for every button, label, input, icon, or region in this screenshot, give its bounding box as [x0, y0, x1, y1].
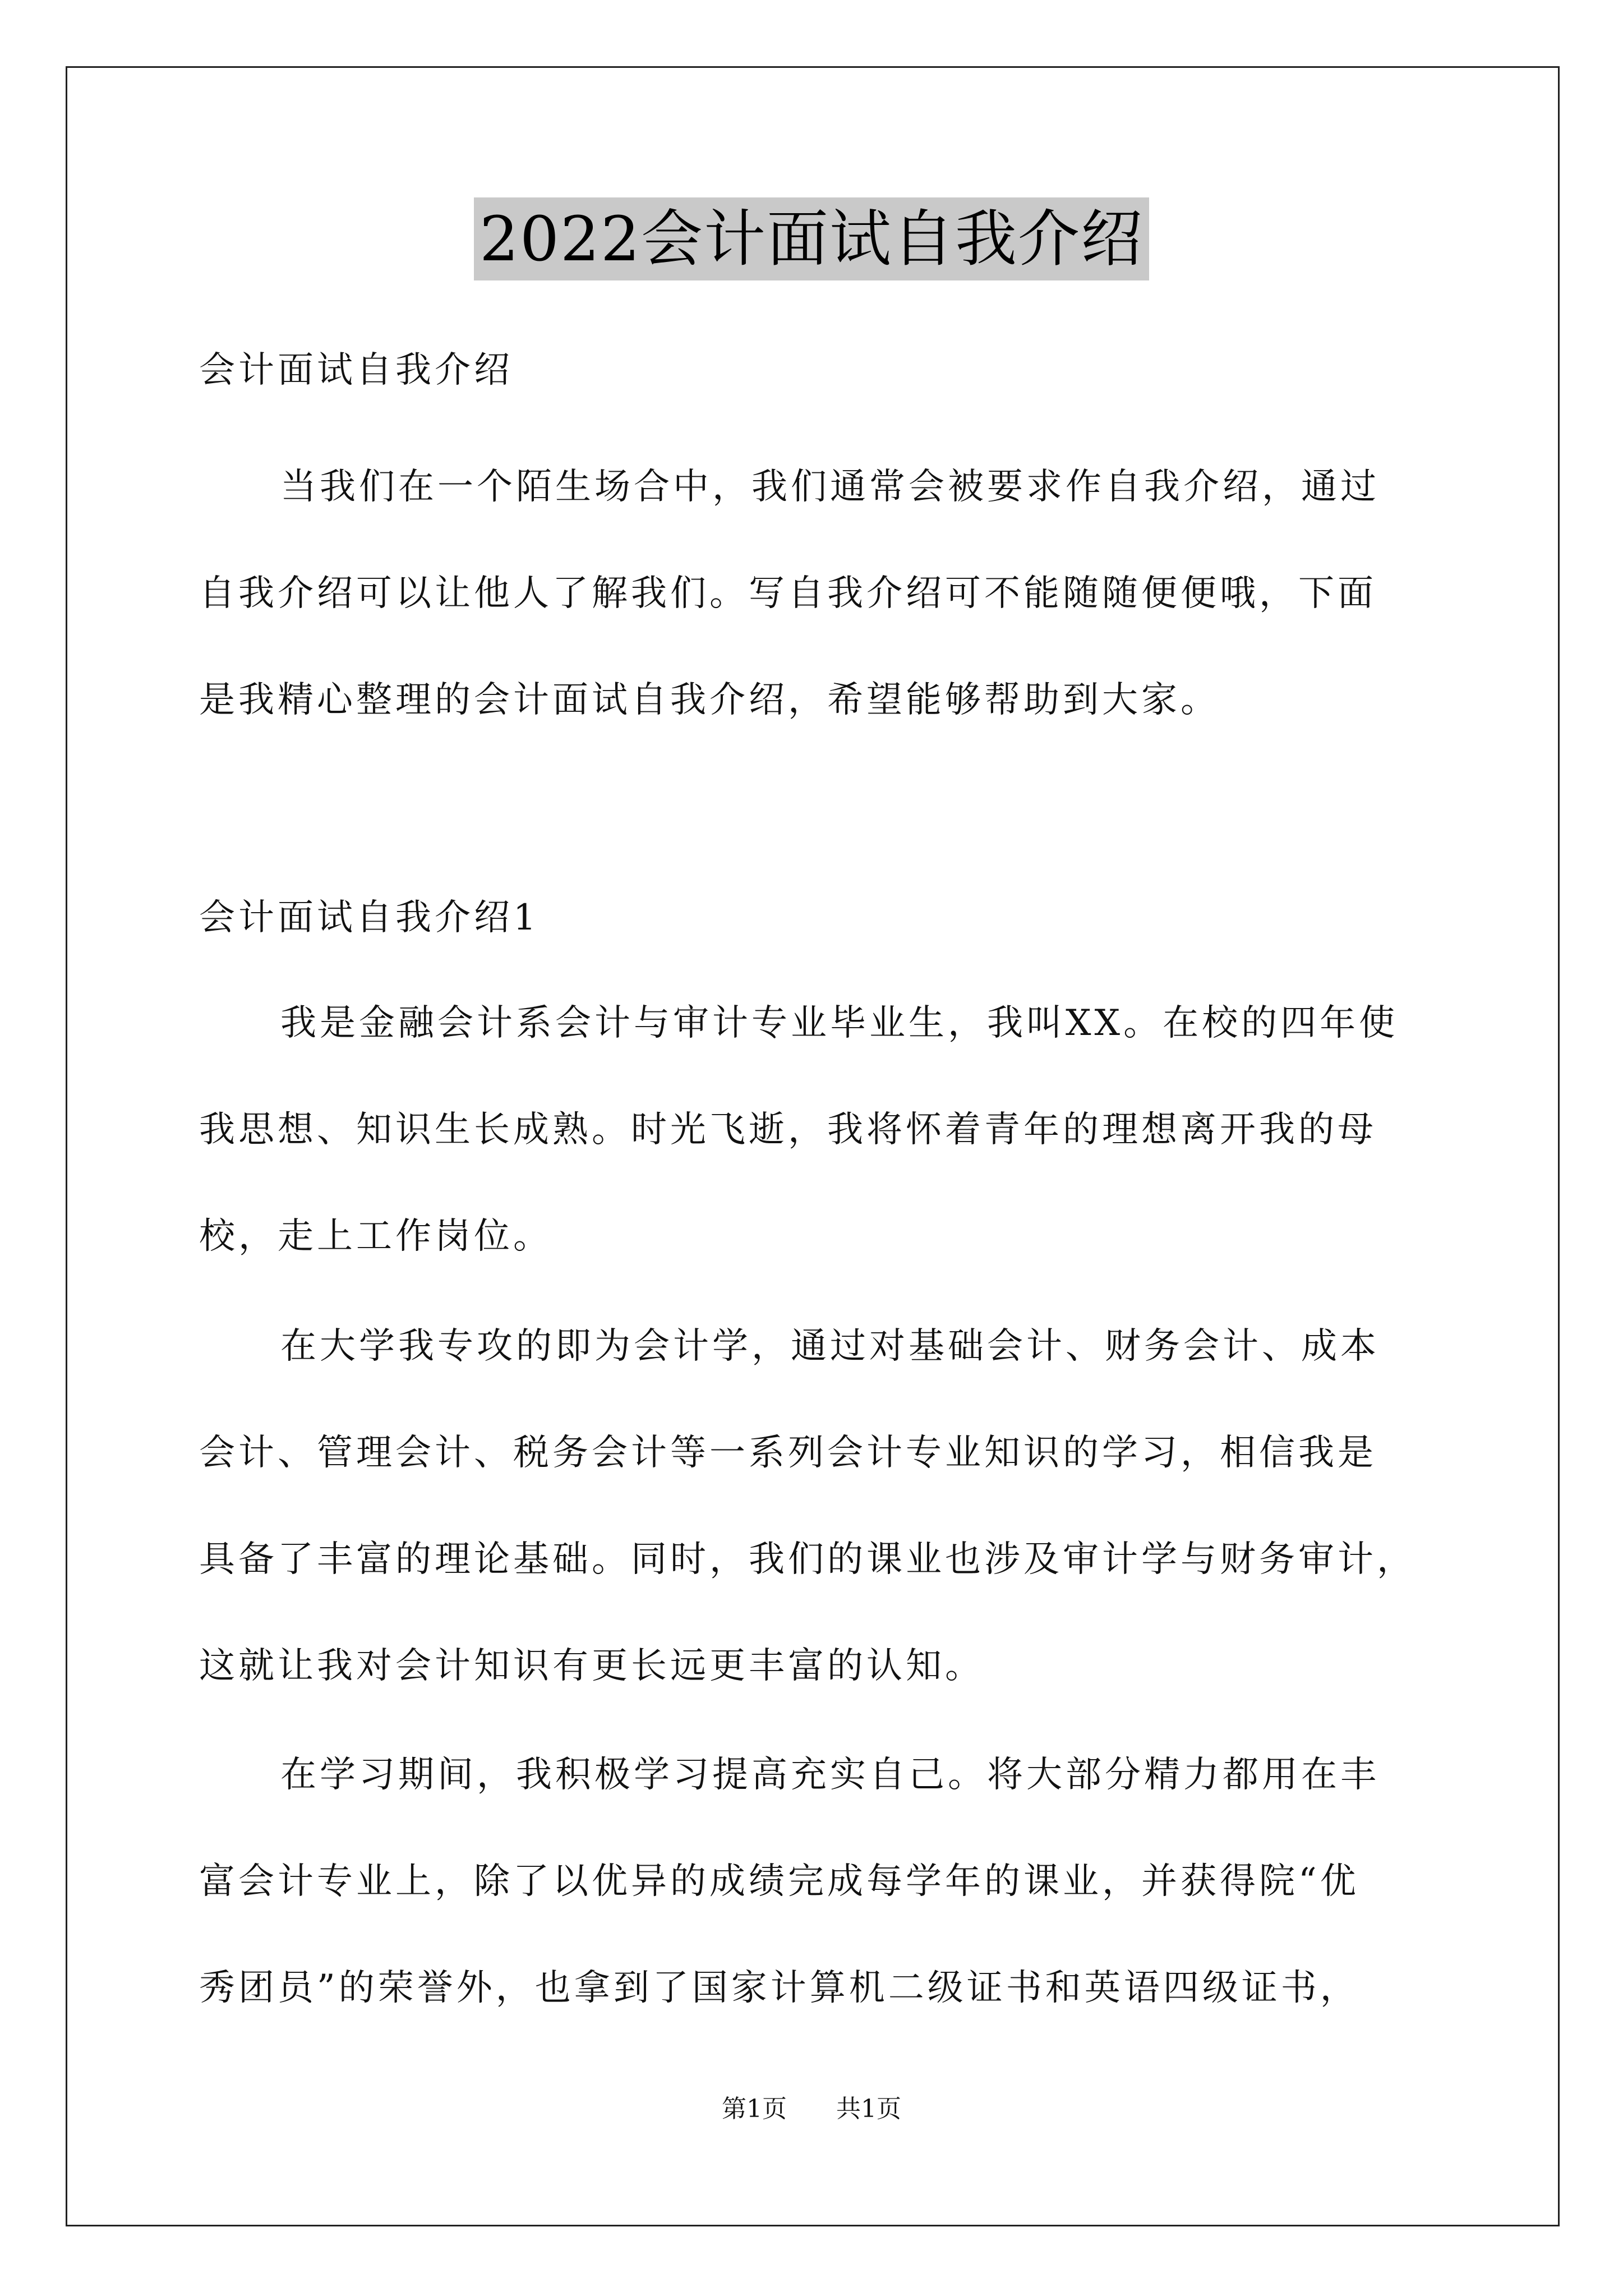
intro-paragraph — [199, 460, 1433, 727]
paragraph-line: 我思想、知识生长成熟。时光飞逝，我将怀着青年的理想离开我的母 — [199, 1109, 1377, 1151]
paragraph-line: 富会计专业上，除了以优异的成绩完成每学年的课业，并获得院“优 — [199, 1861, 1359, 1902]
paragraph-line: 校，走上工作岗位。 — [199, 1216, 552, 1257]
paragraph-line: 我是金融会计系会计与审计专业毕业生，我叫XX。在校的四年使 — [280, 1002, 1399, 1044]
paragraph-1 — [199, 996, 1433, 1263]
document-title: 2022会计面试自我介绍 — [474, 197, 1149, 280]
paragraph-line: 这就让我对会计知识有更长远更丰富的认知。 — [199, 1645, 984, 1687]
paragraph-line: 具备了丰富的理论基础。同时，我们的课业也涉及审计学与财务审计， — [199, 1539, 1416, 1580]
paragraph-line: 秀团员”的荣誉外，也拿到了国家计算机二级证书和英语四级证书， — [199, 1967, 1359, 2009]
paragraph-line: 在大学我专攻的即为会计学，通过对基础会计、财务会计、成本 — [280, 1326, 1380, 1367]
intro-line: 自我介绍可以让他人了解我们。写自我介绍可不能随随便便哦，下面 — [199, 573, 1377, 614]
intro-line: 当我们在一个陌生场合中，我们通常会被要求作自我介绍，通过 — [280, 466, 1380, 508]
document-subtitle: 会计面试自我介绍 — [199, 349, 513, 391]
section-heading: 会计面试自我介绍1 — [199, 897, 540, 938]
intro-line: 是我精心整理的会计面试自我介绍，希望能够帮助到大家。 — [199, 679, 1220, 721]
section-heading-block — [199, 891, 1433, 945]
paragraph-3 — [199, 1748, 1433, 2015]
paragraph-line: 会计、管理会计、税务会计等一系列会计专业知识的学习，相信我是 — [199, 1432, 1377, 1474]
document-subtitle-block — [199, 343, 1433, 397]
paragraph-2 — [199, 1319, 1433, 1693]
page-total: 共1页 — [836, 2095, 901, 2123]
page-footer — [0, 2092, 1623, 2126]
title-container — [0, 197, 1623, 280]
page-number: 第1页 — [722, 2095, 787, 2123]
paragraph-line: 在学习期间，我积极学习提高充实自己。将大部分精力都用在丰 — [280, 1754, 1380, 1796]
